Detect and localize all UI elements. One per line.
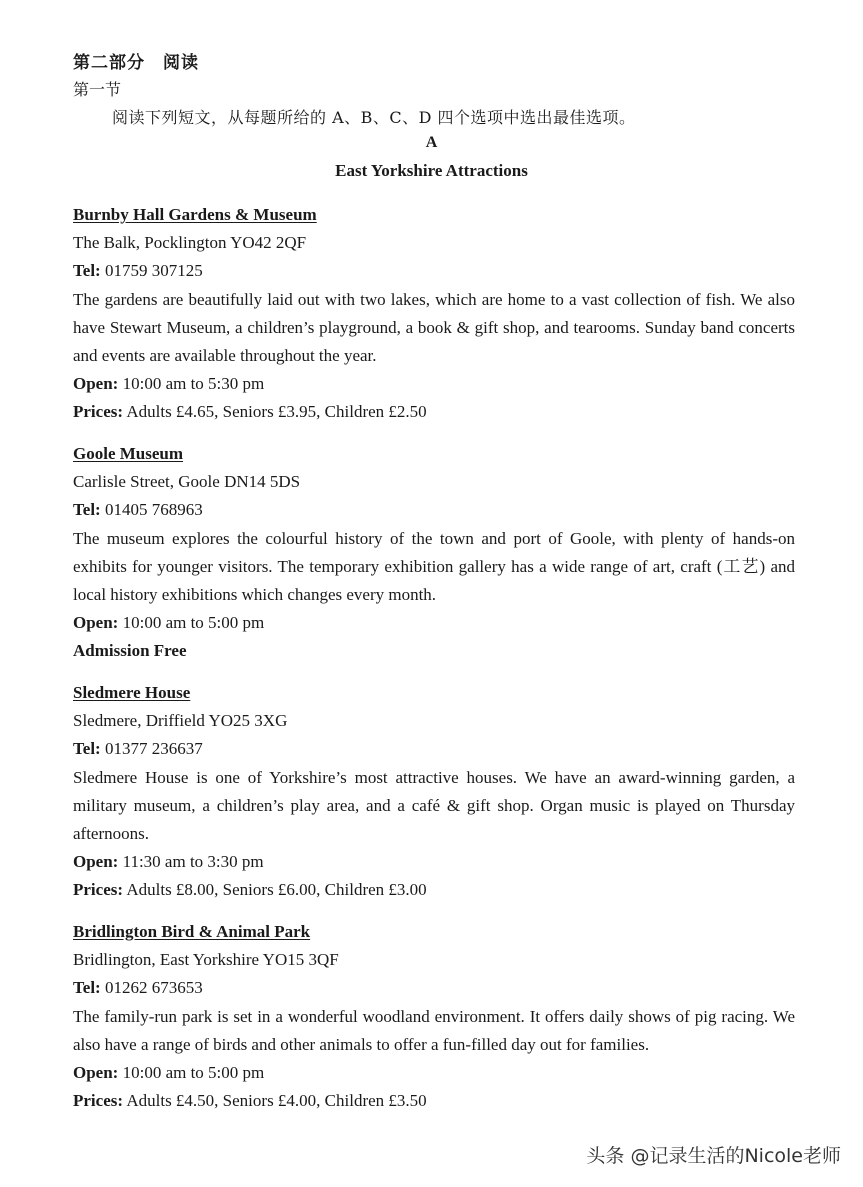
tel-number: 01262 673653 (100, 978, 203, 998)
tel-number: 01405 768963 (100, 500, 203, 520)
attraction-address: The Balk, Pocklington YO42 2QF (73, 233, 307, 253)
attraction-open (73, 609, 795, 637)
passage-title: East Yorkshire Attractions (335, 161, 528, 180)
attraction-address: Carlisle Street, Goole DN14 5DS (73, 472, 301, 492)
attraction-prices (73, 398, 795, 426)
open-label: Open: (73, 613, 119, 633)
attraction-name: Goole Museum (73, 444, 184, 463)
attraction-open (73, 848, 795, 876)
instruction-text: 阅读下列短文，从每题所给的 A、B、C、D 四个选项中选出最佳选项。 (112, 108, 636, 127)
tel-label: Tel: (73, 978, 101, 998)
open-hours: 10:00 am to 5:30 pm (118, 374, 265, 394)
attraction-tel (73, 496, 795, 524)
attraction-sledmere-house (73, 679, 795, 905)
prices-values: Adults £8.00, Seniors £6.00, Children £3.00 (123, 880, 427, 900)
prices-label: Prices: (73, 402, 124, 422)
prices-label: Prices: (73, 1091, 124, 1111)
tel-label: Tel: (73, 739, 101, 759)
attraction-description: Sledmere House is one of Yorkshire’s most attractive houses. We have an award-winning garden, a military museum, a children’s play area, and a café & gift shop. Organ music is played on Thursday afternoons. (73, 767, 795, 844)
attraction-admission: Admission Free (73, 641, 187, 661)
open-label: Open: (73, 374, 119, 394)
attraction-prices (73, 1087, 795, 1115)
attraction-goole-museum (73, 440, 795, 666)
prices-values: Adults £4.65, Seniors £3.95, Children £2.50 (123, 402, 427, 422)
open-hours: 10:00 am to 5:00 pm (118, 613, 265, 633)
attraction-burnby-hall (73, 201, 795, 427)
attraction-tel (73, 735, 795, 763)
open-hours: 11:30 am to 3:30 pm (118, 852, 264, 872)
open-label: Open: (73, 852, 119, 872)
open-label: Open: (73, 1063, 119, 1083)
attraction-description: The family-run park is set in a wonderful woodland environment. It offers daily shows of pig racing. We also have a range of birds and other animals to offer a fun-filled day out for families. (73, 1006, 795, 1054)
section-title: 第二部分 阅读 (73, 53, 199, 73)
attraction-prices (73, 876, 795, 904)
attraction-tel (73, 257, 795, 285)
tel-label: Tel: (73, 261, 101, 281)
attraction-name: Burnby Hall Gardens & Museum (73, 205, 317, 224)
attraction-address: Bridlington, East Yorkshire YO15 3QF (73, 950, 339, 970)
open-hours: 10:00 am to 5:00 pm (118, 1063, 265, 1083)
attraction-bridlington-park (73, 918, 795, 1115)
attraction-name: Bridlington Bird & Animal Park (73, 922, 311, 941)
attraction-description: The museum explores the colourful history of the town and port of Goole, with plenty of hands-on exhibits for younger visitors. The temporary exhibition gallery has a wide range of art, craft (工艺) and local history exhibitions which changes every month. (73, 528, 795, 605)
watermark: 头条 @记录生活的Nicole老师 (586, 1145, 841, 1167)
attraction-open (73, 1059, 795, 1087)
prices-label: Prices: (73, 880, 124, 900)
attraction-name: Sledmere House (73, 683, 191, 702)
tel-number: 01377 236637 (100, 739, 203, 759)
attraction-address: Sledmere, Driffield YO25 3XG (73, 711, 288, 731)
prices-values: Adults £4.50, Seniors £4.00, Children £3.50 (123, 1091, 427, 1111)
attraction-open (73, 370, 795, 398)
passage-letter: A (425, 134, 438, 151)
attraction-description: The gardens are beautifully laid out with two lakes, which are home to a vast collection of fish. We also have Stewart Museum, a children’s playground, a book & gift shop, and tearooms. Sunday band concerts and events are available throughout the year. (73, 289, 795, 366)
tel-number: 01759 307125 (100, 261, 203, 281)
attraction-tel (73, 974, 795, 1002)
tel-label: Tel: (73, 500, 101, 520)
subsection-title: 第一节 (73, 80, 122, 99)
